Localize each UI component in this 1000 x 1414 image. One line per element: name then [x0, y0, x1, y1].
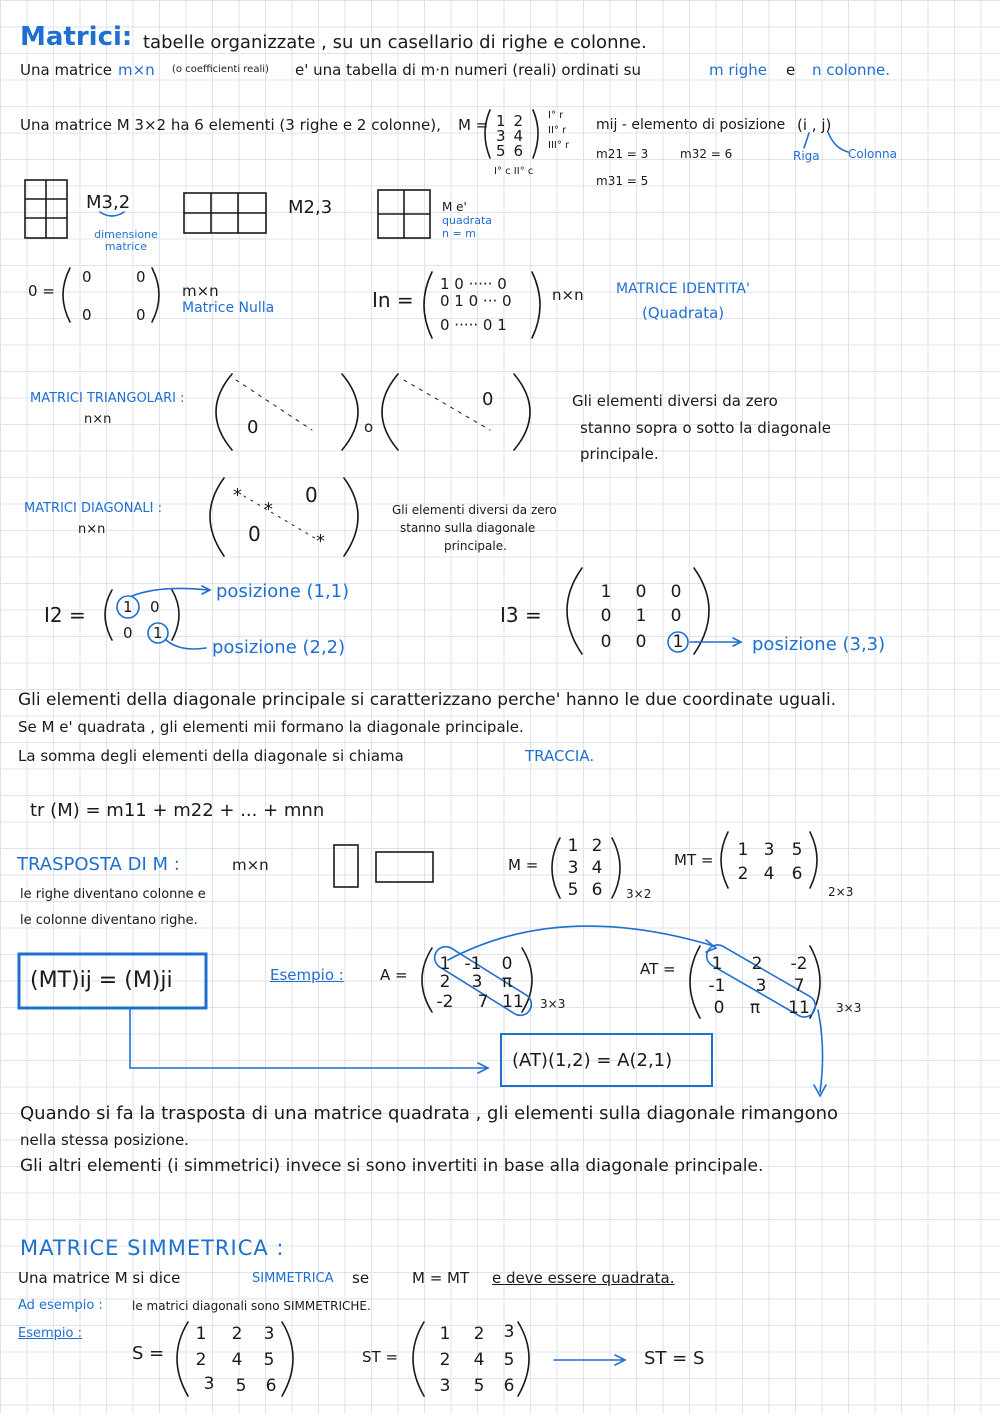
- st-cell: 5: [473, 1376, 485, 1396]
- a-cell: -1: [464, 954, 482, 974]
- page-title: Matrici:: [20, 22, 133, 52]
- diagonal-size: n×n: [78, 522, 106, 537]
- m-cell: 2: [591, 836, 603, 856]
- a-cell: 1: [439, 954, 451, 974]
- a-cell: 7: [477, 992, 489, 1012]
- transpose-desc: le colonne diventano righe.: [20, 913, 198, 928]
- at-cell: π: [749, 998, 761, 1018]
- triangular-label: MATRICI TRIANGOLARI :: [30, 391, 185, 406]
- a-cell: π: [501, 972, 513, 992]
- symmetric-note: le matrici diagonali sono SIMMETRICHE.: [132, 1299, 371, 1313]
- i2-pos1: posizione (1,1): [216, 581, 350, 602]
- traccia-term: TRACCIA.: [525, 747, 595, 765]
- mt-cell: 1: [737, 840, 749, 860]
- null-name: Matrice Nulla: [182, 300, 275, 316]
- symmetric-se: se: [352, 1269, 370, 1287]
- null-label: 0 =: [28, 282, 55, 300]
- s-cell: 4: [231, 1350, 243, 1370]
- s-cell: 6: [265, 1376, 277, 1396]
- i3-label: I3 =: [500, 603, 542, 627]
- identity-row: 0 ····· 0 1: [440, 316, 507, 334]
- dim-note: dimensione matrice: [94, 228, 158, 253]
- transpose-size: m×n: [232, 856, 269, 874]
- null-cell: 0: [136, 306, 146, 324]
- example-text: Una matrice M 3×2 ha 6 elementi (3 righe e 2 colonne),: [20, 116, 441, 134]
- row-label: III° r: [548, 140, 570, 151]
- i3-cell: 0: [635, 632, 647, 652]
- at-size: 3×3: [836, 1001, 862, 1015]
- triangular-zero: 0: [482, 389, 494, 410]
- i3-cell: 1: [672, 632, 684, 652]
- m-size: 3×2: [626, 887, 652, 901]
- mt-cell: 4: [763, 864, 775, 884]
- i2-cell: 1: [153, 624, 163, 642]
- identity-row: 0 1 0 ··· 0: [440, 292, 512, 310]
- dim-m23: M2,3: [288, 197, 333, 218]
- i3-cell: 0: [670, 606, 682, 626]
- m-cell: 6: [591, 880, 603, 900]
- bracket: [533, 110, 538, 158]
- symmetric-label: MATRICE SIMMETRICA :: [20, 1236, 285, 1260]
- diagonal-star: *: [316, 531, 325, 552]
- row-label: II° r: [548, 125, 567, 136]
- a-cell: -2: [436, 992, 454, 1012]
- st-cell: 5: [503, 1350, 515, 1370]
- i3-cell: 0: [600, 632, 612, 652]
- intro-colonne: n colonne.: [812, 61, 891, 79]
- at-cell: -1: [708, 976, 726, 996]
- triangular-desc: principale.: [580, 445, 659, 463]
- mt-size: 2×3: [828, 885, 854, 899]
- i3-pos: posizione (3,3): [752, 634, 886, 655]
- m-cell: 5: [567, 880, 579, 900]
- at-cell: 1: [711, 954, 723, 974]
- m-cell: 4: [591, 858, 603, 878]
- m32: m32 = 6: [680, 147, 733, 161]
- at-cell: 7: [793, 976, 805, 996]
- m-label: M =: [458, 116, 489, 134]
- identity-size: n×n: [552, 286, 584, 304]
- mt-cell: 2: [737, 864, 749, 884]
- st-cell: 4: [473, 1350, 485, 1370]
- ij-label: (i , j): [797, 116, 832, 134]
- i2-label: I2 =: [44, 603, 86, 627]
- symmetric-term: SIMMETRICA: [252, 1271, 334, 1286]
- i2-pos2: posizione (2,2): [212, 637, 346, 658]
- identity-row: 1 0 ····· 0: [440, 275, 507, 293]
- dim-m32: M3,2: [86, 192, 131, 213]
- a-label: A =: [380, 966, 408, 984]
- st-cell: 2: [439, 1350, 451, 1370]
- a-cell: 3: [471, 972, 483, 992]
- s-cell: 3: [263, 1324, 275, 1344]
- at-cell: -2: [790, 954, 808, 974]
- a-size: 3×3: [540, 997, 566, 1011]
- m-row: 56: [496, 142, 532, 160]
- identity-name: MATRICE IDENTITA': [616, 281, 750, 297]
- triangular-desc: Gli elementi diversi da zero: [572, 392, 778, 410]
- triangular-or: o: [364, 418, 374, 436]
- diagonal-zero: 0: [305, 483, 318, 507]
- i3-cell: 1: [600, 582, 612, 602]
- diag-text: Se M e' quadrata , gli elementi mii formano la diagonale principale.: [18, 718, 524, 736]
- intro-mxn: m×n: [118, 61, 155, 79]
- triangular-zero: 0: [247, 417, 259, 438]
- st-cell: 6: [503, 1376, 515, 1396]
- s-cell: 5: [263, 1350, 275, 1370]
- identity-note: (Quadrata): [642, 304, 725, 322]
- st-label: ST =: [362, 1348, 399, 1366]
- riga-label: Riga: [793, 149, 820, 163]
- diagonal-desc: Gli elementi diversi da zero: [392, 503, 557, 517]
- i2-cell: 1: [123, 598, 133, 616]
- dim-square-note: n = m: [442, 227, 476, 240]
- intro-e: e: [786, 61, 796, 79]
- dim-square-note: quadrata: [442, 214, 492, 227]
- diagonal-zero: 0: [248, 522, 261, 546]
- transpose-rule: (MT)ij = (M)ji: [30, 968, 173, 993]
- transpose-label: TRASPOSTA DI M :: [17, 854, 180, 875]
- col-labels: I° c II° c: [494, 166, 534, 177]
- at-cell: 0: [713, 998, 725, 1018]
- s-label: S =: [132, 1343, 165, 1364]
- diag-text: La somma degli elementi della diagonale si chiama: [18, 747, 404, 765]
- st-cell: 3: [503, 1322, 515, 1342]
- st-cell: 1: [439, 1324, 451, 1344]
- s-cell: 1: [195, 1324, 207, 1344]
- diagonal-desc: stanno sulla diagonale: [400, 521, 536, 535]
- diagonal-star: *: [264, 499, 273, 520]
- diagonal-star: *: [233, 485, 242, 506]
- a-cell: 11: [502, 992, 524, 1012]
- mt-cell: 5: [791, 840, 803, 860]
- a-cell: 0: [501, 954, 513, 974]
- intro-text: e' una tabella di m·n numeri (reali) ordinati su: [295, 61, 641, 79]
- m-row: 12: [496, 112, 532, 130]
- diagonal-label: MATRICI DIAGONALI :: [24, 501, 162, 516]
- m-row: 34: [496, 127, 532, 145]
- i3-cell: 1: [635, 606, 647, 626]
- intro-coefficients: (o coefficienti reali): [172, 64, 269, 75]
- m-label: M =: [508, 856, 539, 874]
- symmetric-text: Una matrice M si dice: [18, 1269, 181, 1287]
- intro-righe: m righe: [709, 61, 767, 79]
- transpose-text: nella stessa posizione.: [20, 1131, 189, 1149]
- trace-formula: tr (M) = m11 + m22 + ... + mnn: [30, 800, 325, 821]
- st-cell: 2: [473, 1324, 485, 1344]
- mij-label: mij - elemento di posizione: [596, 117, 786, 133]
- colonna-label: Colonna: [848, 147, 897, 161]
- symmetric-result: ST = S: [644, 1348, 705, 1369]
- diag-text: Gli elementi della diagonale principale si caratterizzano perche' hanno le due coordinate uguali.: [18, 690, 837, 710]
- m-cell: 3: [567, 858, 579, 878]
- st-cell: 3: [439, 1376, 451, 1396]
- triangular-desc: stanno sopra o sotto la diagonale: [580, 419, 831, 437]
- s-cell: 2: [231, 1324, 243, 1344]
- i2-cell: 0: [123, 624, 133, 642]
- transpose-text: Quando si fa la trasposta di una matrice quadrata , gli elementi sulla diagonale rimangono: [20, 1103, 839, 1124]
- null-cell: 0: [136, 268, 146, 286]
- symmetric-condition: e deve essere quadrata.: [492, 1269, 675, 1287]
- dim-square: M e': [442, 200, 467, 214]
- at-cell: 2: [751, 954, 763, 974]
- at-equation: (AT)(1,2) = A(2,1): [512, 1050, 673, 1071]
- row-label: I° r: [548, 110, 564, 121]
- i2-cell: 0: [150, 598, 160, 616]
- m31: m31 = 5: [596, 174, 649, 188]
- transpose-text: Gli altri elementi (i simmetrici) invece si sono invertiti in base alla diagonale principale.: [20, 1156, 764, 1176]
- example-label: Esempio :: [270, 966, 344, 984]
- i3-cell: 0: [600, 606, 612, 626]
- null-size: m×n: [182, 282, 219, 300]
- intro-text: Una matrice: [20, 61, 112, 79]
- at-cell: 11: [788, 998, 810, 1018]
- triangular-size: n×n: [84, 412, 112, 427]
- mt-cell: 6: [791, 864, 803, 884]
- transpose-desc: le righe diventano colonne e: [20, 887, 206, 902]
- a-cell: 2: [439, 972, 451, 992]
- at-cell: 3: [755, 976, 767, 996]
- s-cell: 5: [235, 1376, 247, 1396]
- symmetric-example-lead: Ad esempio :: [18, 1298, 103, 1313]
- identity-label: In =: [372, 288, 414, 312]
- m-cell: 1: [567, 836, 579, 856]
- null-cell: 0: [82, 306, 92, 324]
- s-cell: 2: [195, 1350, 207, 1370]
- intro-line-1: tabelle organizzate , su un casellario di righe e colonne.: [143, 32, 647, 53]
- i3-cell: 0: [670, 582, 682, 602]
- symmetric-example-label: Esempio :: [18, 1326, 82, 1341]
- symmetric-eq: M = MT: [412, 1269, 470, 1287]
- at-label: AT =: [640, 960, 676, 978]
- diagonal-desc: principale.: [444, 539, 507, 553]
- m21: m21 = 3: [596, 147, 649, 161]
- i3-cell: 0: [635, 582, 647, 602]
- null-cell: 0: [82, 268, 92, 286]
- mt-label: MT =: [674, 851, 714, 869]
- mt-cell: 3: [763, 840, 775, 860]
- s-cell: 3: [203, 1374, 215, 1394]
